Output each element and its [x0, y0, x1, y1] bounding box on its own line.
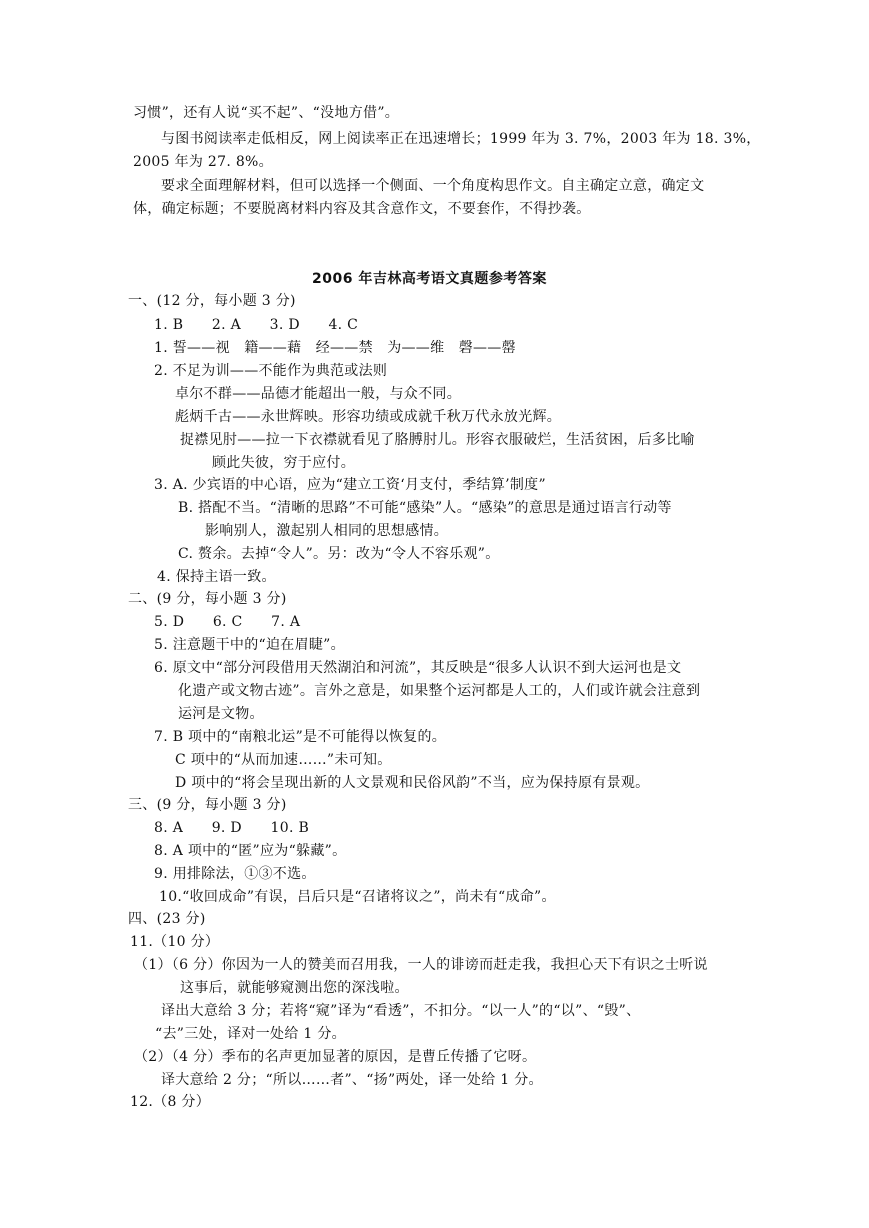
answer-line: C. 赘余。去掉“令人”。另：改为“令人不容乐观”。 — [178, 546, 500, 562]
answer-line: 化遗产或文物古迹”。言外之意是，如果整个运河都是人工的，人们或许就会注意到 — [178, 683, 701, 699]
answer-line: （2）（4 分）季布的名声更加显著的原因，是曹丘传播了它呀。 — [134, 1049, 537, 1065]
section-1-heading: 一、(12 分，每小题 3 分) — [128, 293, 296, 309]
answer-line: 4. 保持主语一致。 — [157, 569, 276, 585]
answer-line: 8. A 项中的“匿”应为“躲藏”。 — [154, 843, 347, 859]
answer-line: 彪炳千古——永世辉映。形容功绩或成就千秋万代永放光辉。 — [175, 409, 562, 425]
answer-line: 5. D 6. C 7. A — [154, 614, 301, 630]
answer-line: （1）（6 分）你因为一人的赞美而召用我，一人的诽谤而赶走我，我担心天下有识之士听说 — [134, 957, 708, 973]
answer-line: 9. 用排除法，①③不选。 — [154, 866, 316, 882]
answer-line: 12.（8 分） — [130, 1094, 211, 1110]
answer-line: 影响别人，激起别人相同的思想感情。 — [205, 523, 449, 539]
answer-line: 运河是文物。 — [178, 706, 264, 722]
answer-line: 捉襟见肘——拉一下衣襟就看见了胳膊肘儿。形容衣服破烂，生活贫困，后多比喻 — [180, 432, 695, 448]
answer-line: B. 搭配不当。“清晰的思路”不可能“感染”人。“感染”的意思是通过语言行动等 — [178, 500, 672, 516]
section-4-heading: 四、(23 分) — [128, 911, 206, 927]
prev-line-3: 2005 年为 27. 8%。 — [133, 154, 273, 170]
answer-key-title: 2006 年吉林高考语文真题参考答案 — [312, 271, 547, 287]
answer-line: 6. 原文中“部分河段借用天然湖泊和河流”，其反映是“很多人认识不到大运河也是文 — [154, 660, 682, 676]
answer-line: 译出大意给 3 分；若将“窥”译为“看透”，不扣分。“以一人”的“以”、“毁”、 — [161, 1003, 641, 1019]
answer-line: 卓尔不群——品德才能超出一般，与众不同。 — [175, 386, 461, 402]
answer-line: C 项中的“从而加速……”未可知。 — [175, 752, 392, 768]
answer-line: 2. 不足为训——不能作为典范或法则 — [154, 363, 388, 379]
answer-line: 10.“收回成命”有误，吕后只是“召诸将议之”，尚未有“成命”。 — [159, 889, 556, 905]
answer-line: 3. A. 少宾语的中心语，应为“建立工资‘月支付，季结算’制度” — [154, 477, 546, 493]
answer-line: 11.（10 分） — [130, 934, 220, 950]
prev-line-5: 体，确定标题；不要脱离材料内容及其含意作文，不要套作，不得抄袭。 — [133, 201, 591, 217]
answer-line: 顾此失彼，穷于应付。 — [212, 455, 355, 471]
answer-line: 5. 注意题干中的“迫在眉睫”。 — [154, 637, 345, 653]
prev-line-2: 与图书阅读率走低相反，网上阅读率正在迅速增长；1999 年为 3. 7%，2003 年为 18. 3%， — [161, 131, 761, 147]
answer-line: 译大意给 2 分；“所以……者”、“扬”两处，译一处给 1 分。 — [161, 1072, 543, 1088]
answer-line: 1. B 2. A 3. D 4. C — [154, 317, 359, 333]
prev-line-4: 要求全面理解材料，但可以选择一个侧面、一个角度构思作文。自主确定立意，确定文 — [161, 178, 705, 194]
answer-line: 7. B 项中的“南粮北运”是不可能得以恢复的。 — [154, 729, 447, 745]
answer-line: 1. 誓——视 籍——藉 经——禁 为——维 磬——罄 — [154, 340, 516, 356]
section-3-heading: 三、(9 分，每小题 3 分) — [128, 797, 287, 813]
section-2-heading: 二、(9 分，每小题 3 分) — [128, 591, 287, 607]
answer-line: 8. A 9. D 10. B — [154, 820, 310, 836]
prev-line-1: 习惯”，还有人说“买不起”、“没地方借”。 — [133, 105, 400, 121]
answer-line: “去”三处，译对一处给 1 分。 — [155, 1026, 346, 1042]
answer-line: D 项中的“将会呈现出新的人文景观和民俗风韵”不当，应为保持原有景观。 — [175, 775, 650, 791]
answer-line: 这事后，就能够窥测出您的深浅啦。 — [180, 980, 409, 996]
